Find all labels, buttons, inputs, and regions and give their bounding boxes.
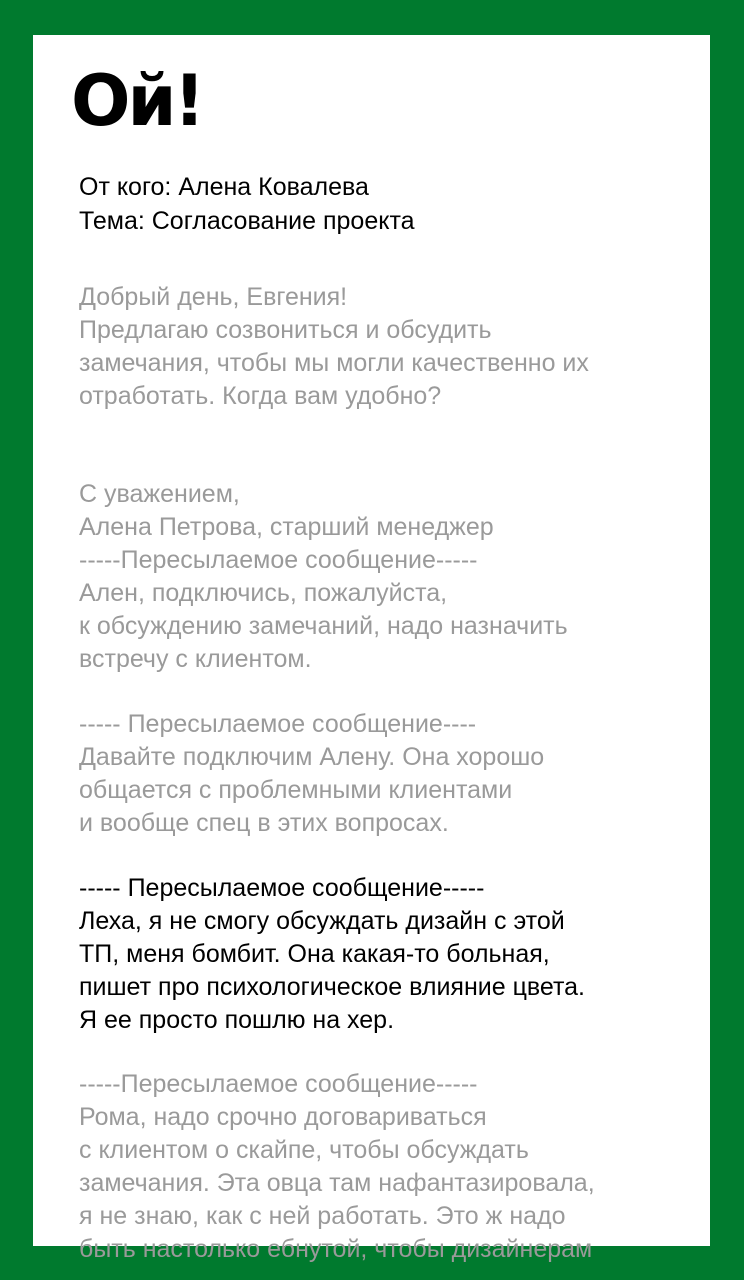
text-line: с клиентом о скайпе, чтобы обсуждать [79,1136,529,1164]
email-header [79,170,679,238]
text-line: Давайте подключим Алену. Она хорошо [79,743,545,771]
email-card [33,35,710,1263]
text-line: Добрый день, Евгения! [79,283,348,311]
forwarded-message-2 [79,708,689,840]
forwarded-message-3-highlighted [79,872,689,1037]
text-line: я не знаю, как с ней работать. Это ж надо [79,1202,566,1230]
text-line: к обсуждению замечаний, надо назначить [79,612,568,640]
text-line: отработать. Когда вам удобно? [79,382,442,410]
page-title: Ой! [71,60,203,142]
text-line: быть настолько ебнутой, чтобы дизайнерам [79,1235,593,1263]
text-line: встречу с клиентом. [79,645,312,673]
from-line: От кого: Алена Ковалева [79,173,369,201]
text-line: Алена Петрова, старший менеджер [79,513,494,541]
text-line: С уважением, [79,480,240,508]
signature [79,478,689,544]
forward-separator: ----- Пересылаемое сообщение---- [79,710,477,738]
text-line: Предлагаю созвониться и обсудить [79,316,492,344]
text-line: пишет про психологическое влияние цвета. [79,973,585,1001]
text-line: Леха, я не смогу обсуждать дизайн с этой [79,907,565,935]
text-line: замечания. Эта овца там нафантазировала, [79,1169,595,1197]
text-line: Рома, надо срочно договариваться [79,1103,487,1131]
greeting-message [79,281,689,413]
forward-separator: ----- Пересылаемое сообщение----- [79,874,485,902]
text-line: общается с проблемными клиентами [79,776,513,804]
forwarded-message-1 [79,544,689,676]
text-line: Ален, подключись, пожалуйста, [79,579,448,607]
subject-line: Тема: Согласование проекта [79,207,415,235]
text-line: Я ее просто пошлю на хер. [79,1006,395,1034]
forward-separator: -----Пересылаемое сообщение----- [79,546,478,574]
forwarded-message-4 [79,1068,689,1266]
text-line: ТП, меня бомбит. Она какая-то больная, [79,940,550,968]
forward-separator: -----Пересылаемое сообщение----- [79,1070,478,1098]
text-line: и вообще спец в этих вопросах. [79,809,449,837]
text-line: замечания, чтобы мы могли качественно их [79,349,589,377]
